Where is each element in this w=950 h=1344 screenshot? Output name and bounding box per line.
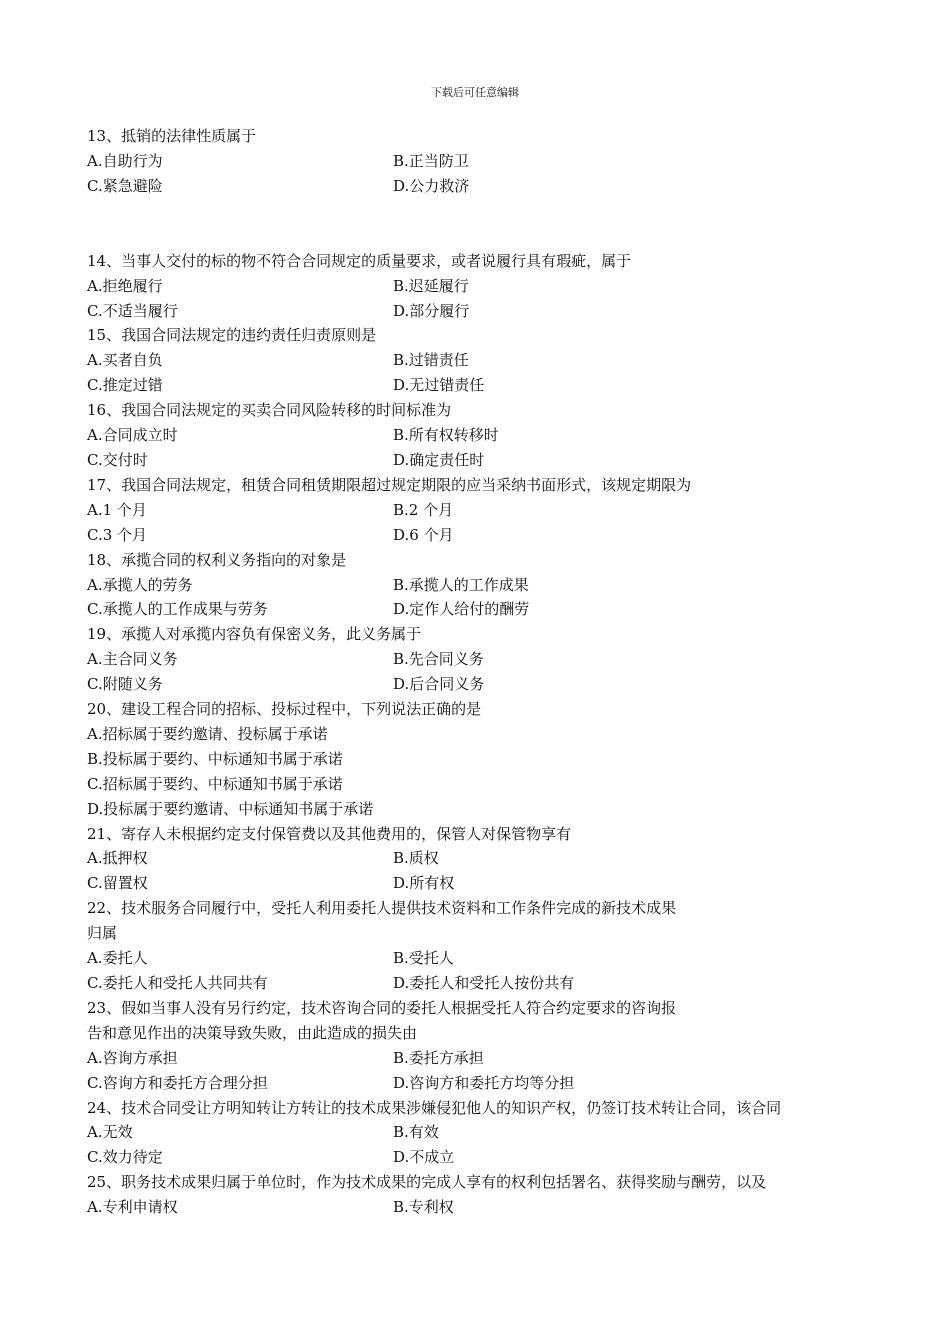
- option-row: [87, 1145, 887, 1170]
- answer-option: A.承揽人的劳务: [87, 575, 193, 594]
- option-row: [87, 149, 887, 174]
- option-row: [87, 871, 887, 896]
- question-stem: 22、技术服务合同履行中，受托人利用委托人提供技术资料和工作条件完成的新技术成果: [87, 899, 677, 918]
- answer-option: B.正当防卫: [393, 151, 469, 170]
- answer-option: A.抵押权: [87, 849, 148, 868]
- question-block: [87, 996, 887, 1096]
- answer-option: B.承揽人的工作成果: [393, 575, 529, 594]
- answer-option: C.留置权: [87, 874, 148, 893]
- question-block: [87, 1096, 887, 1171]
- answer-option: C.不适当履行: [87, 301, 178, 320]
- answer-option: D.定作人给付的酬劳: [393, 600, 530, 619]
- option-row: [87, 846, 887, 871]
- answer-option: D.委托人和受托人按份共有: [393, 974, 575, 992]
- answer-option: C.紧急避险: [87, 176, 163, 195]
- option-row: [87, 797, 887, 822]
- answer-option: B.专利权: [393, 1198, 454, 1217]
- option-row: [87, 1046, 887, 1071]
- answer-option: A.主合同义务: [87, 650, 178, 669]
- answer-option: A.1 个月: [87, 500, 147, 519]
- answer-option: D.投标属于要约邀请、中标通知书属于承诺: [87, 799, 374, 818]
- answer-option: C.交付时: [87, 450, 148, 469]
- answer-option: D.咨询方和委托方均等分担: [393, 1073, 575, 1092]
- question-block: [87, 249, 887, 324]
- question-stem: 13、抵销的法律性质属于: [87, 127, 257, 145]
- answer-option: A.委托人: [87, 949, 148, 968]
- question-block: [87, 398, 887, 473]
- answer-option: C.3 个月: [87, 525, 148, 544]
- option-row: [87, 174, 887, 199]
- answer-option: A.拒绝履行: [87, 276, 163, 295]
- option-row: [87, 971, 887, 996]
- answer-option: B.迟延履行: [393, 276, 469, 295]
- answer-option: A.无效: [87, 1123, 133, 1142]
- option-row: [87, 672, 887, 697]
- answer-option: B.质权: [393, 849, 439, 868]
- question-stem: 16、我国合同法规定的买卖合同风险转移的时间标准为: [87, 401, 452, 420]
- answer-option: D.无过错责任: [393, 376, 485, 395]
- question-list: [87, 124, 887, 1220]
- question-stem: 17、我国合同法规定，租赁合同租赁期限超过规定期限的应当采纳书面形式，该规定期限为: [87, 475, 692, 494]
- question-stem: 23、假如当事人没有另行约定，技术咨询合同的委托人根据受托人符合约定要求的咨询报: [87, 998, 677, 1017]
- question-block: [87, 323, 887, 398]
- answer-option: C.推定过错: [87, 376, 163, 395]
- question-stem: 19、承揽人对承揽内容负有保密义务，此义务属于: [87, 625, 422, 644]
- option-row: [87, 274, 887, 299]
- question-block: [87, 697, 887, 822]
- answer-option: D.后合同义务: [393, 675, 485, 694]
- question-stem: 告和意见作出的决策导致失败，由此造成的损失由: [87, 1023, 418, 1042]
- question-block: [87, 622, 887, 697]
- question-block: [87, 1170, 887, 1220]
- answer-option: A.咨询方承担: [87, 1048, 178, 1067]
- question-block: [87, 548, 887, 623]
- question-block: [87, 822, 887, 897]
- question-stem: 24、技术合同受让方明知转让方转让的技术成果涉嫌侵犯他人的知识产权，仍签订技术转让合同，该合同: [87, 1098, 782, 1117]
- answer-option: B.受托人: [393, 949, 454, 968]
- answer-option: B.委托方承担: [393, 1048, 484, 1067]
- page-header: 下载后可任意编辑: [431, 86, 519, 99]
- answer-option: C.委托人和受托人共同共有: [87, 974, 268, 992]
- answer-option: C.咨询方和委托方合理分担: [87, 1073, 268, 1092]
- answer-option: D.部分履行: [393, 301, 470, 320]
- answer-option: C.承揽人的工作成果与劳务: [87, 600, 268, 619]
- answer-option: C.效力待定: [87, 1148, 163, 1167]
- question-stem: 25、职务技术成果归属于单位时，作为技术成果的完成人享有的权利包括署名、获得奖励与酬劳，以及: [87, 1173, 767, 1192]
- answer-option: D.公力救济: [393, 176, 470, 195]
- answer-option: B.投标属于要约、中标通知书属于承诺: [87, 749, 343, 768]
- question-stem: 21、寄存人未根据约定支付保管费以及其他费用的，保管人对保管物享有: [87, 824, 572, 843]
- answer-option: C.招标属于要约、中标通知书属于承诺: [87, 774, 343, 793]
- option-row: [87, 747, 887, 772]
- answer-option: A.自助行为: [87, 151, 163, 170]
- answer-option: B.过错责任: [393, 351, 469, 370]
- answer-option: D.6 个月: [393, 525, 454, 544]
- option-row: [87, 523, 887, 548]
- question-stem: 20、建设工程合同的招标、投标过程中，下列说法正确的是: [87, 700, 482, 719]
- question-stem: 18、承揽合同的权利义务指向的对象是: [87, 550, 347, 569]
- option-row: [87, 1195, 887, 1220]
- question-stem: 14、当事人交付的标的物不符合合同规定的质量要求，或者说履行具有瑕疵，属于: [87, 251, 632, 270]
- option-row: [87, 299, 887, 324]
- answer-option: A.买者自负: [87, 351, 163, 370]
- option-row: [87, 348, 887, 373]
- option-row: [87, 573, 887, 598]
- question-block: [87, 473, 887, 548]
- answer-option: B.先合同义务: [393, 650, 484, 669]
- option-row: [87, 722, 887, 747]
- option-row: [87, 946, 887, 971]
- answer-option: A.专利申请权: [87, 1198, 178, 1217]
- answer-option: D.不成立: [393, 1148, 455, 1167]
- answer-option: B.2 个月: [393, 500, 454, 519]
- option-row: [87, 423, 887, 448]
- question-stem: 15、我国合同法规定的违约责任归责原则是: [87, 326, 377, 345]
- question-stem: 归属: [87, 924, 118, 943]
- answer-option: A.招标属于要约邀请、投标属于承诺: [87, 724, 328, 743]
- option-row: [87, 373, 887, 398]
- answer-option: A.合同成立时: [87, 426, 178, 445]
- option-row: [87, 647, 887, 672]
- answer-option: C.附随义务: [87, 675, 163, 694]
- option-row: [87, 498, 887, 523]
- spacer: [87, 199, 887, 249]
- answer-option: D.所有权: [393, 874, 455, 893]
- option-row: [87, 1071, 887, 1096]
- option-row: [87, 772, 887, 797]
- option-row: [87, 448, 887, 473]
- question-block: [87, 896, 887, 996]
- option-row: [87, 1120, 887, 1145]
- answer-option: D.确定责任时: [393, 450, 485, 469]
- answer-option: B.有效: [393, 1123, 439, 1142]
- answer-option: B.所有权转移时: [393, 426, 499, 445]
- option-row: [87, 597, 887, 622]
- question-block: [87, 124, 887, 199]
